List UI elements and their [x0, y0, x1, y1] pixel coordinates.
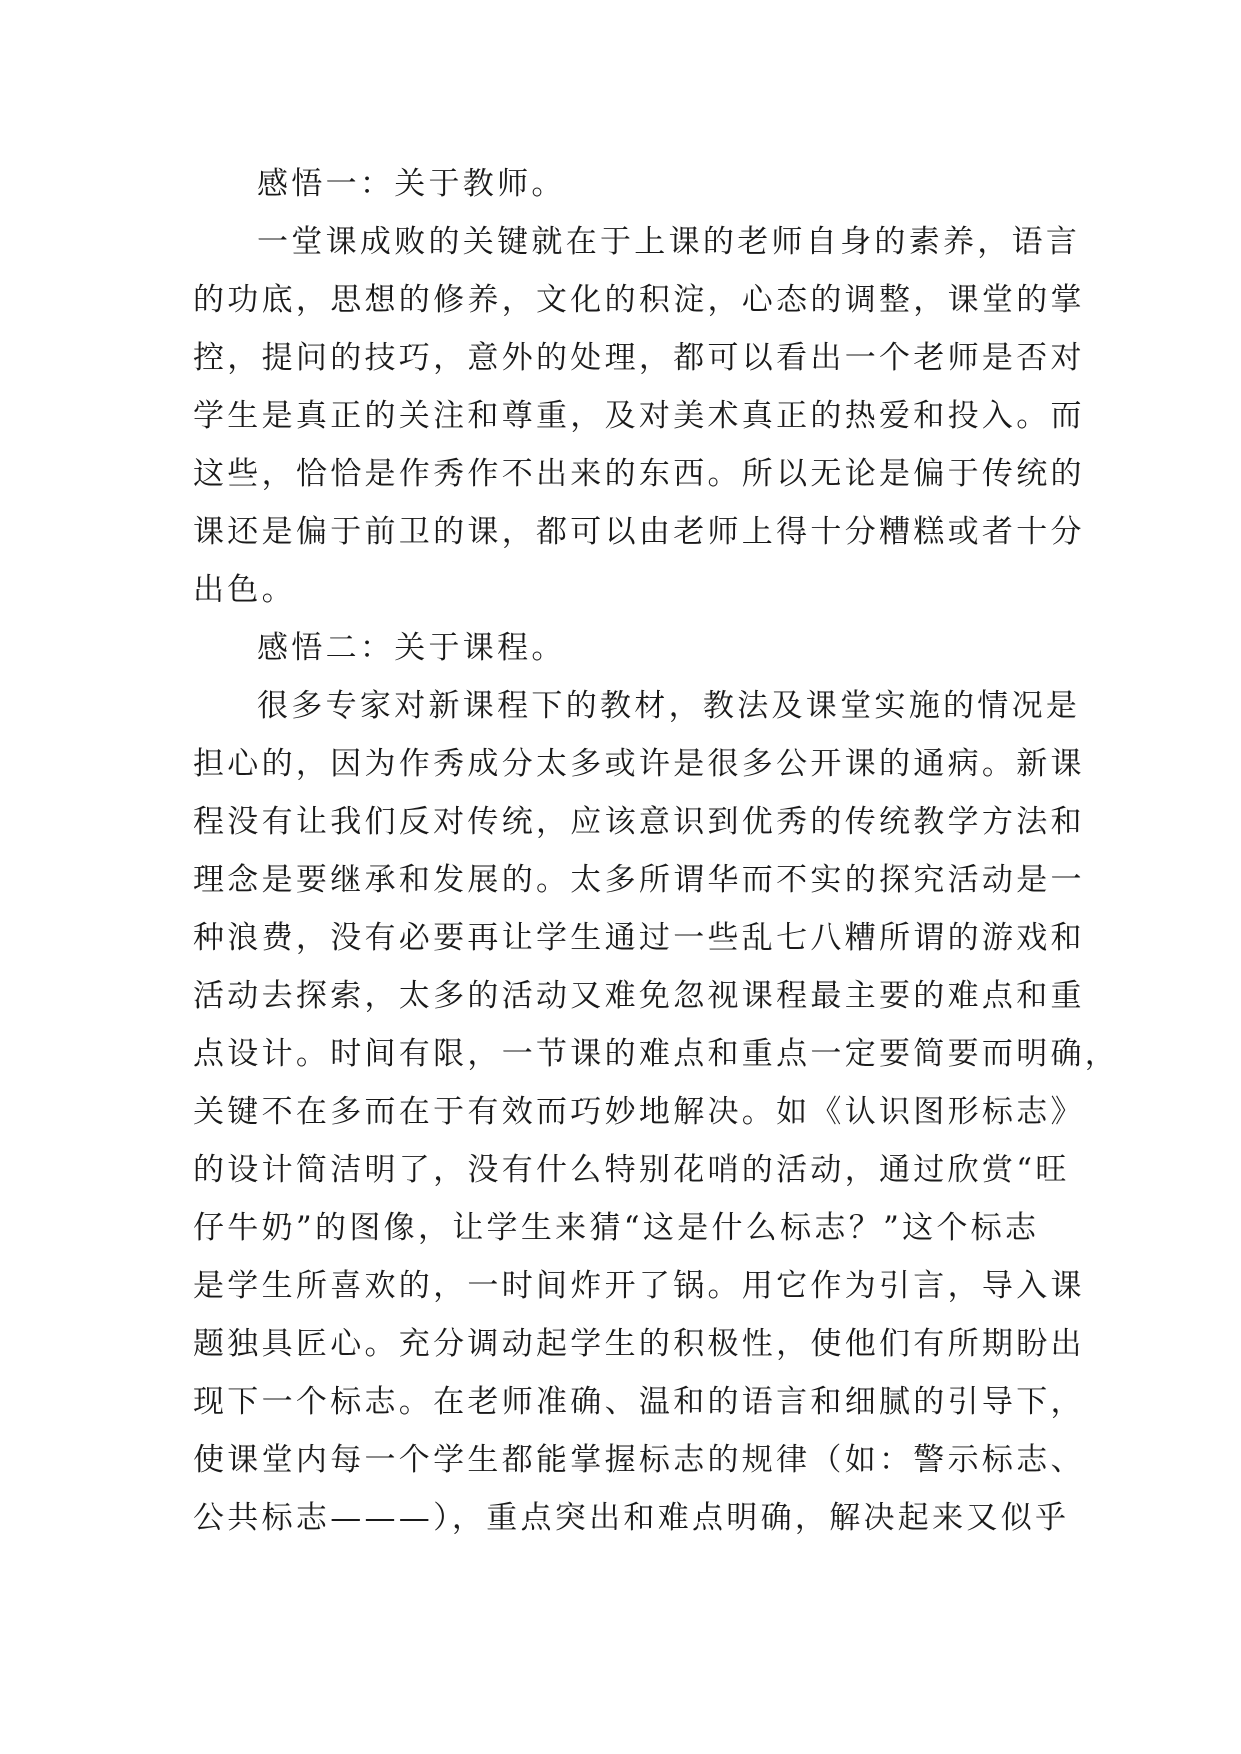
text-line: 课还是偏于前卫的课，都可以由老师上得十分糟糕或者十分 [193, 514, 1085, 550]
text-line: 种浪费，没有必要再让学生通过一些乱七八糟所谓的游戏和 [193, 920, 1085, 956]
text-line: 出色。 [193, 572, 296, 608]
text-line: 程没有让我们反对传统，应该意识到优秀的传统教学方法和 [193, 804, 1085, 840]
text-line: 点设计。时间有限，一节课的难点和重点一定要简要而明确， [193, 1036, 1120, 1072]
text-line: 的设计简洁明了，没有什么特别花哨的活动，通过欣赏“旺 [193, 1152, 1070, 1188]
text-line: 仔牛奶”的图像，让学生来猜“这是什么标志？”这个标志 [193, 1210, 1040, 1246]
text-line: 感悟二：关于课程。 [257, 630, 566, 666]
text-line: 一堂课成败的关键就在于上课的老师自身的素养，语言 [257, 224, 1081, 260]
text-line: 题独具匠心。充分调动起学生的积极性，使他们有所期盼出 [193, 1326, 1085, 1362]
text-line: 控，提问的技巧，意外的处理，都可以看出一个老师是否对 [193, 340, 1085, 376]
text-line: 很多专家对新课程下的教材，教法及课堂实施的情况是 [257, 688, 1081, 724]
text-line: 活动去探索，太多的活动又难免忽视课程最主要的难点和重 [193, 978, 1085, 1014]
text-line: 担心的，因为作秀成分太多或许是很多公开课的通病。新课 [193, 746, 1085, 782]
text-line: 的功底，思想的修养，文化的积淀，心态的调整，课堂的掌 [193, 282, 1085, 318]
text-line: 学生是真正的关注和尊重，及对美术真正的热爱和投入。而 [193, 398, 1085, 434]
text-line: 公共标志———），重点突出和难点明确，解决起来又似乎 [193, 1500, 1070, 1536]
text-line: 现下一个标志。在老师准确、温和的语言和细腻的引导下， [193, 1384, 1085, 1420]
text-line: 这些，恰恰是作秀作不出来的东西。所以无论是偏于传统的 [193, 456, 1085, 492]
text-line: 是学生所喜欢的，一时间炸开了锅。用它作为引言，导入课 [193, 1268, 1085, 1304]
text-line: 感悟一：关于教师。 [257, 166, 566, 202]
text-line: 理念是要继承和发展的。太多所谓华而不实的探究活动是一 [193, 862, 1085, 898]
document-body [193, 155, 1120, 1547]
text-line: 使课堂内每一个学生都能掌握标志的规律（如：警示标志、 [193, 1442, 1085, 1478]
text-line: 关键不在多而在于有效而巧妙地解决。如《认识图形标志》 [193, 1094, 1085, 1130]
